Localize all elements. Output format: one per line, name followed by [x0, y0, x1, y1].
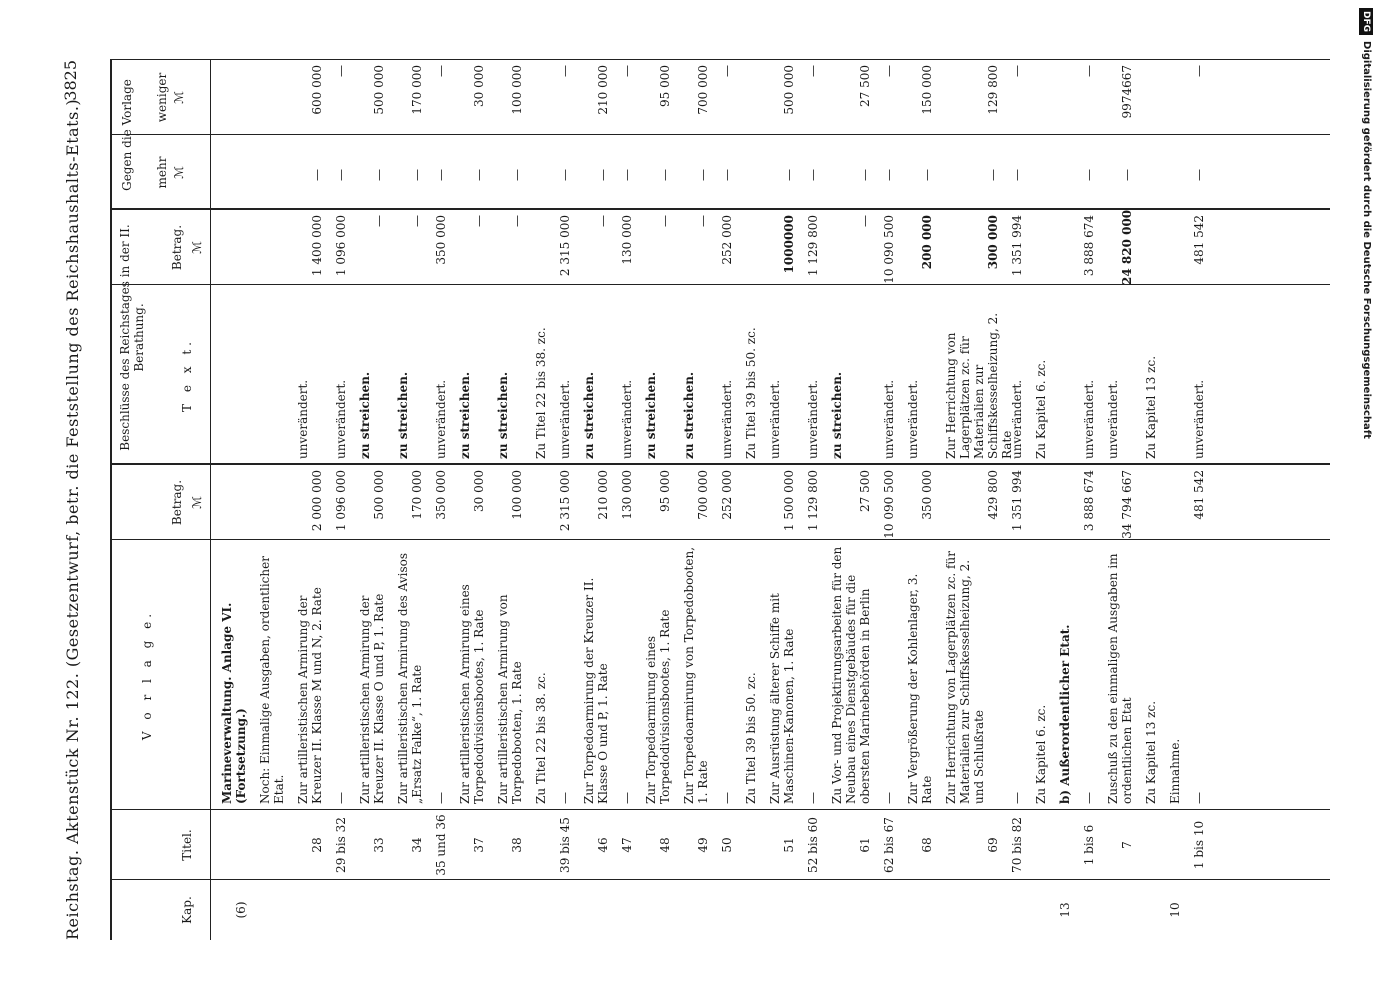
col-head-mehr: mehr — [155, 156, 169, 189]
col-head-betrag2: Betrag. — [170, 224, 184, 271]
cell-weniger: — — [1082, 65, 1096, 77]
cell-text: unverändert. — [1082, 379, 1096, 459]
cell-text: zu streichen. — [358, 371, 372, 459]
cell-betrag: 1 500 000 — [782, 470, 796, 532]
cell-titel: 69 — [986, 837, 1000, 853]
cell-betrag: 130 000 — [620, 470, 634, 520]
cell-betrag: 2 000 000 — [310, 470, 324, 532]
cell-mehr: — — [658, 169, 672, 181]
cell-vorlage: Zur artilleristischen Armirung des Avisos „Ersatz Falke“, 1. Rate — [396, 553, 424, 804]
cell-weniger: 30 000 — [472, 65, 486, 107]
cell-text: unverändert. — [620, 379, 634, 459]
cell-titel: 51 — [782, 837, 796, 853]
cell-mehr: — — [806, 169, 820, 181]
cell-text: unverändert. — [1192, 379, 1206, 459]
cell-weniger: — — [720, 65, 734, 77]
header-title: Reichstag. Aktenstück Nr. 122. (Gesetzentwurf, betr. die Feststellung des Reichshaushalts-Etats.) — [63, 98, 82, 940]
col-head-text: T e x t. — [180, 338, 194, 412]
cell-vorlage: Zu Vor- und Projektirungsarbeiten für den Neubau eines Dienstgebäudes für die obersten Marinebehörden in Berlin — [830, 546, 872, 804]
cell-vorlage: Zur Torpedoarmirung von Torpedobooten, 1. Rate — [682, 546, 710, 804]
rule-head — [210, 60, 211, 940]
cell-betrag2: — — [410, 215, 424, 227]
cell-vorlage: Zu Titel 22 bis 38. zc. — [534, 672, 548, 804]
cell-titel: 35 und 36 — [434, 814, 448, 876]
col-head-gegen: Gegen die Vorlage — [120, 79, 134, 191]
col-head-mark4: ℳ — [172, 91, 186, 104]
cell-vorlage: Zur Ausrüstung älterer Schiffe mit Maschinen-Kanonen, 1. Rate — [768, 593, 796, 804]
cell-mehr: — — [558, 169, 572, 181]
cell-kap: 10 — [1168, 902, 1182, 918]
cell-titel: 70 bis 82 — [1010, 817, 1024, 873]
cell-titel: 1 bis 10 — [1192, 820, 1206, 870]
cell-betrag2: 1 129 800 — [806, 215, 820, 277]
cell-titel: 28 — [310, 837, 324, 853]
rule-v8 — [110, 59, 1330, 60]
cell-vorlage: — — [620, 792, 634, 804]
cell-vorlage: Marineverwaltung. Anlage VI. (Fortsetzung.) — [220, 602, 248, 804]
cell-mehr: — — [1082, 169, 1096, 181]
cell-betrag2: 252 000 — [720, 215, 734, 265]
cell-betrag2: 1000000 — [782, 215, 796, 274]
cell-vorlage: — — [334, 792, 348, 804]
cell-betrag2: 1 096 000 — [334, 215, 348, 277]
rule-v4 — [110, 463, 1330, 465]
cell-text: zu streichen. — [496, 371, 510, 459]
cell-titel: 37 — [472, 837, 486, 853]
col-head-vorlage: V o r l a g e. — [140, 609, 154, 741]
cell-weniger: 100 000 — [510, 65, 524, 115]
cell-text: unverändert. — [334, 379, 348, 459]
cell-vorlage: — — [806, 792, 820, 804]
cell-titel: 33 — [372, 837, 386, 853]
cell-mehr: — — [720, 169, 734, 181]
cell-vorlage: Zur artilleristischen Armirung der Kreuzer II. Klasse O und P, 1. Rate — [358, 593, 386, 804]
cell-vorlage: Zur Herrichtung von Lagerplätzen zc. für Materialien zur Schiffskesselheizung, 2. und Schlußrate — [944, 551, 986, 804]
cell-text: Zu Titel 39 bis 50. zc. — [744, 327, 758, 459]
cell-betrag2: — — [858, 215, 872, 227]
cell-betrag: 170 000 — [410, 470, 424, 520]
cell-weniger: — — [334, 65, 348, 77]
cell-betrag2: 350 000 — [434, 215, 448, 265]
cell-mehr: — — [310, 169, 324, 181]
cell-betrag: 252 000 — [720, 470, 734, 520]
cell-text: zu streichen. — [830, 371, 844, 459]
cell-titel: 34 — [410, 837, 424, 853]
cell-betrag2: — — [372, 215, 386, 227]
cell-vorlage: Zur Vergrößerung der Kohlenlager, 3. Rate — [906, 573, 934, 804]
cell-weniger: — — [620, 65, 634, 77]
cell-vorlage: Zur artilleristischen Armirung der Kreuzer II. Klasse M und N, 2. Rate — [296, 587, 324, 804]
cell-weniger: 95 000 — [658, 65, 672, 107]
cell-titel: 47 — [620, 837, 634, 853]
budget-table — [110, 60, 1330, 940]
cell-betrag: 30 000 — [472, 470, 486, 512]
cell-betrag2: 300 000 — [986, 215, 1000, 270]
cell-text: Zu Kapitel 6. zc. — [1034, 359, 1048, 459]
col-head-kap: Kap. — [180, 896, 194, 924]
cell-betrag: 27 500 — [858, 470, 872, 512]
cell-vorlage: — — [558, 792, 572, 804]
cell-betrag: 2 315 000 — [558, 470, 572, 532]
cell-vorlage: — — [720, 792, 734, 804]
cell-betrag: 3 888 674 — [1082, 470, 1096, 532]
rule-top — [110, 60, 112, 940]
cell-text: unverändert. — [558, 379, 572, 459]
col-head-betrag: Betrag. — [170, 479, 184, 526]
cell-betrag: 350 000 — [434, 470, 448, 520]
cell-text: unverändert. — [768, 379, 782, 459]
cell-titel: 7 — [1120, 841, 1134, 849]
cell-weniger: — — [1192, 65, 1206, 77]
cell-betrag: 350 000 — [920, 470, 934, 520]
cell-text: unverändert. — [1106, 379, 1120, 459]
cell-vorlage: — — [1192, 792, 1206, 804]
cell-betrag2: 1 400 000 — [310, 215, 324, 277]
cell-titel: 1 bis 6 — [1082, 824, 1096, 866]
cell-titel: 52 bis 60 — [806, 817, 820, 873]
cell-kap: (6) — [234, 901, 248, 919]
cell-titel: 49 — [696, 837, 710, 853]
cell-betrag: 1 096 000 — [334, 470, 348, 532]
cell-vorlage: Zur artilleristischen Armirung eines Torpedodivisionsbootes, 1. Rate — [458, 584, 486, 804]
col-head-weniger: weniger — [155, 72, 169, 123]
cell-weniger: 500 000 — [782, 65, 796, 115]
stamp-text: Digitalisierung gefördert durch die Deutsche Forschungsgemeinschaft — [1361, 41, 1372, 439]
dfg-logo: DFG — [1359, 8, 1373, 35]
cell-vorlage: Zu Titel 39 bis 50. zc. — [744, 672, 758, 804]
cell-mehr: — — [1192, 169, 1206, 181]
cell-vorlage: Zur artilleristischen Armirung von Torpedobooten, 1. Rate — [496, 594, 524, 804]
col-head-mark2: ℳ — [190, 241, 204, 254]
cell-weniger: — — [434, 65, 448, 77]
cell-betrag: 700 000 — [696, 470, 710, 520]
cell-mehr: — — [696, 169, 710, 181]
cell-betrag: 1 129 800 — [806, 470, 820, 532]
cell-weniger: 129 800 — [986, 65, 1000, 115]
cell-betrag2: 130 000 — [620, 215, 634, 265]
col-head-mark: ℳ — [190, 496, 204, 509]
cell-weniger: — — [882, 65, 896, 77]
cell-betrag2: — — [696, 215, 710, 227]
col-head-beschluss: Beschlüsse des Reichstages in der II. Berathung. — [118, 224, 146, 451]
cell-betrag2: 481 542 — [1192, 215, 1206, 265]
cell-titel: 61 — [858, 837, 872, 853]
cell-text: unverändert. — [906, 379, 920, 459]
cell-weniger: — — [558, 65, 572, 77]
cell-mehr: — — [920, 169, 934, 181]
cell-vorlage: Zur Torpedoarmirung der Kreuzer II. Klasse O und P, 1. Rate — [582, 577, 610, 804]
cell-betrag: 34 794 667 — [1120, 470, 1134, 539]
cell-betrag2: 2 315 000 — [558, 215, 572, 277]
cell-mehr: — — [858, 169, 872, 181]
cell-titel: 38 — [510, 837, 524, 853]
cell-vorlage: b) Außerordentlicher Etat. — [1058, 624, 1072, 804]
cell-vorlage: Zu Kapitel 6. zc. — [1034, 704, 1048, 804]
cell-betrag2: 10 090 500 — [882, 215, 896, 284]
cell-text: zu streichen. — [396, 371, 410, 459]
cell-text: Zu Kapitel 13 zc. — [1144, 355, 1158, 459]
cell-weniger: 9974667 — [1120, 65, 1134, 119]
cell-weniger: 210 000 — [596, 65, 610, 115]
funding-stamp — [1363, 8, 1379, 992]
cell-weniger: — — [806, 65, 820, 77]
cell-betrag: 500 000 — [372, 470, 386, 520]
cell-text: Zu Titel 22 bis 38. zc. — [534, 327, 548, 459]
cell-text: unverändert. — [720, 379, 734, 459]
cell-titel: 29 bis 32 — [334, 817, 348, 873]
cell-kap: 13 — [1058, 902, 1072, 918]
cell-text: unverändert. — [1010, 379, 1024, 459]
cell-mehr: — — [334, 169, 348, 181]
cell-betrag: 95 000 — [658, 470, 672, 512]
cell-weniger: 170 000 — [410, 65, 424, 115]
cell-text: unverändert. — [296, 379, 310, 459]
cell-vorlage: — — [1010, 792, 1024, 804]
cell-vorlage: Zur Torpedoarmirung eines Torpedodivisionsbootes, 1. Rate — [644, 609, 672, 804]
cell-vorlage: Zuschuß zu den einmaligen Ausgaben im ordentlichen Etat — [1106, 553, 1134, 804]
cell-vorlage: — — [1082, 792, 1096, 804]
cell-mehr: — — [882, 169, 896, 181]
cell-betrag2: — — [658, 215, 672, 227]
cell-betrag: 481 542 — [1192, 470, 1206, 520]
col-head-mark3: ℳ — [172, 166, 186, 179]
col-head-titel: Titel. — [180, 829, 194, 861]
cell-betrag: 1 351 994 — [1010, 470, 1024, 532]
cell-mehr: — — [986, 169, 1000, 181]
cell-mehr: — — [1010, 169, 1024, 181]
cell-mehr: — — [410, 169, 424, 181]
cell-vorlage: Einnahme. — [1168, 738, 1182, 804]
cell-vorlage: — — [434, 792, 448, 804]
cell-text: Zur Herrichtung von Lagerplätzen zc. für Materialien zur Schiffskesselheizung, 2. Rate — [944, 312, 1014, 459]
page-number: 3825 — [61, 60, 80, 101]
cell-betrag2: 3 888 674 — [1082, 215, 1096, 277]
cell-betrag: 100 000 — [510, 470, 524, 520]
cell-weniger: — — [1010, 65, 1024, 77]
cell-betrag: 10 090 500 — [882, 470, 896, 539]
cell-titel: 46 — [596, 837, 610, 853]
cell-text: zu streichen. — [458, 371, 472, 459]
cell-betrag2: 1 351 994 — [1010, 215, 1024, 277]
cell-mehr: — — [472, 169, 486, 181]
cell-weniger: 150 000 — [920, 65, 934, 115]
cell-mehr: — — [782, 169, 796, 181]
cell-text: zu streichen. — [644, 371, 658, 459]
cell-text: unverändert. — [882, 379, 896, 459]
cell-betrag2: — — [472, 215, 486, 227]
cell-mehr: — — [434, 169, 448, 181]
cell-vorlage: Zu Kapitel 13 zc. — [1144, 700, 1158, 804]
cell-betrag: 210 000 — [596, 470, 610, 520]
cell-text: unverändert. — [434, 379, 448, 459]
cell-weniger: 500 000 — [372, 65, 386, 115]
cell-betrag2: — — [510, 215, 524, 227]
cell-betrag2: 200 000 — [920, 215, 934, 270]
cell-mehr: — — [1120, 169, 1134, 181]
cell-vorlage: — — [882, 792, 896, 804]
cell-mehr: — — [372, 169, 386, 181]
cell-titel: 62 bis 67 — [882, 817, 896, 873]
cell-mehr: — — [510, 169, 524, 181]
running-header — [55, 60, 95, 940]
cell-text: unverändert. — [806, 379, 820, 459]
cell-mehr: — — [596, 169, 610, 181]
cell-weniger: 700 000 — [696, 65, 710, 115]
cell-weniger: 600 000 — [310, 65, 324, 115]
cell-titel: 50 — [720, 837, 734, 853]
cell-betrag2: — — [596, 215, 610, 227]
cell-weniger: 27 500 — [858, 65, 872, 107]
cell-betrag: 429 800 — [986, 470, 1000, 520]
cell-titel: 68 — [920, 837, 934, 853]
cell-titel: 39 bis 45 — [558, 817, 572, 873]
cell-text: zu streichen. — [582, 371, 596, 459]
cell-text: zu streichen. — [682, 371, 696, 459]
cell-mehr: — — [620, 169, 634, 181]
cell-vorlage: Noch: Einmalige Ausgaben, ordentlicher Etat. — [258, 556, 286, 804]
cell-betrag2: 24 820 000 — [1120, 209, 1134, 285]
cell-titel: 48 — [658, 837, 672, 853]
